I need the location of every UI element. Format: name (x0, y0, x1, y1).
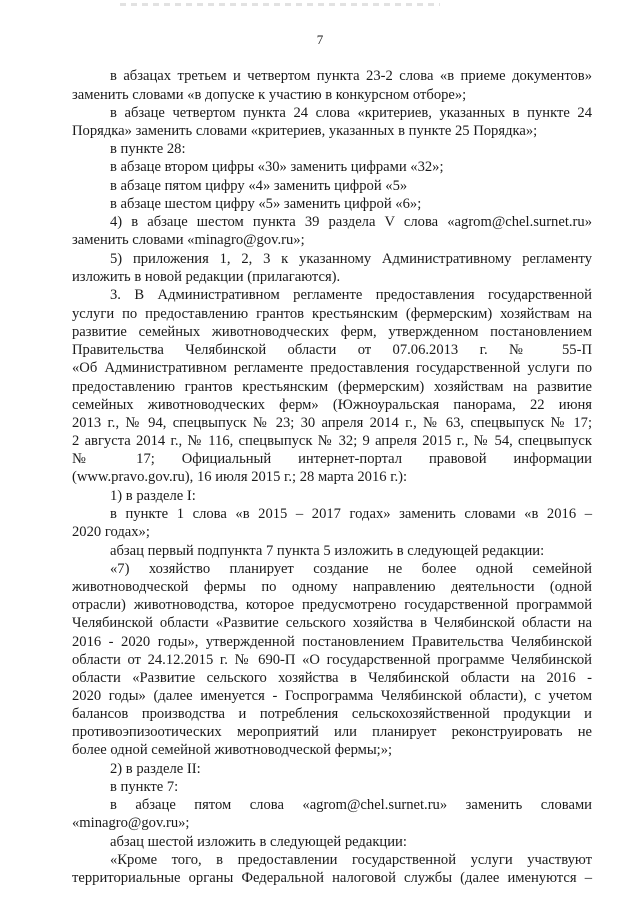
text-line: 2 августа 2014 г., № 116, спецвыпуск № 32; 9 апреля 2015 г., № 54, спецвыпуск (72, 433, 592, 449)
text-line: в абзаце втором цифры «30» заменить цифрами «32»; (110, 159, 444, 175)
text-line: в абзаце четвертом пункта 24 слова «критериев, указанных в пункте 24 (110, 105, 592, 121)
text-line: заменить словами «minagro@gov.ru»; (72, 232, 305, 248)
text-line: в пункте 28: (110, 141, 186, 157)
text-line: семейных животноводческих ферм» (Южноуральская панорама, 22 июня (72, 397, 592, 413)
text-line: заменить словами «в допуске к участию в конкурсном отборе»; (72, 87, 467, 103)
text-line: в абзацах третьем и четвертом пункта 23-2 слова «в приеме документов» (110, 68, 592, 84)
text-line: отрасли) животноводства, которое предусмотрено государственной программой (72, 597, 592, 613)
page-number: 7 (316, 32, 324, 47)
text-line: абзац шестой изложить в следующей редакции: (110, 834, 407, 850)
text-line: в абзаце шестом цифру «5» заменить цифрой «6»; (110, 196, 422, 212)
text-line: Правительства Челябинской области от 07.06.2013 г. № 55-П (72, 342, 592, 358)
text-line: балансов производства и потребления сельскохозяйственной продукции и (72, 706, 592, 722)
text-line: 2) в разделе II: (110, 761, 201, 777)
text-line: 2016 - 2020 годы», утвержденной постановлением Правительства Челябинской (72, 634, 592, 650)
text-line: «Об Административном регламенте предоставления государственной услуги по (72, 360, 592, 376)
text-line: в абзаце пятом слова «agrom@chel.surnet.ru» заменить словами (110, 797, 592, 813)
text-line: в абзаце пятом цифру «4» заменить цифрой «5» (110, 178, 408, 194)
text-line: 5) приложения 1, 2, 3 к указанному Административному регламенту (110, 251, 592, 267)
text-line: изложить в новой редакции (прилагаются). (72, 269, 341, 285)
text-line: территориальные органы Федеральной налоговой службы (далее именуются – (72, 870, 592, 886)
text-line: предоставлению грантов крестьянским (фермерским) хозяйствам на развитие (72, 379, 592, 395)
text-line: животноводческой фермы по одному направлению деятельности (одной (72, 579, 592, 595)
text-line: 2020 годы» (далее именуется - Госпрограмма Челябинской области), с учетом (72, 688, 592, 704)
text-line: Челябинской области «Развитие сельского хозяйства в Челябинской области на (72, 615, 592, 631)
text-line: абзац первый подпункта 7 пункта 5 изложить в следующей редакции: (110, 543, 545, 559)
text-line: в пункте 1 слова «в 2015 – 2017 годах» заменить словами «в 2016 – (110, 506, 592, 522)
text-line: «minagro@gov.ru»; (72, 815, 190, 831)
text-line: «Кроме того, в предоставлении государственной услуги участвуют (110, 852, 592, 868)
text-line: 3. В Административном регламенте предоставления государственной (110, 287, 592, 303)
text-line: развитие семейных животноводческих ферм, утвержденном постановлением (72, 324, 592, 340)
text-line: области «Развитие сельского хозяйства в Челябинской области на 2016 - (72, 670, 592, 686)
text-line: более одной семейной животноводческой фермы;»; (72, 742, 393, 758)
text-line: 2013 г., № 94, спецвыпуск № 23; 30 апреля 2014 г., № 63, спецвыпуск № 17; (72, 415, 592, 431)
text-line: услуги по предоставлению грантов крестьянским (фермерским) хозяйствам на (72, 306, 592, 322)
scan-artifact (120, 3, 440, 6)
text-line: Порядка» заменить словами «критериев, указанных в пункте 25 Порядка»; (72, 123, 538, 139)
text-line: противоэпизоотических мероприятий или планирует реконструировать не (72, 724, 592, 740)
text-line: 2020 годах»; (72, 524, 150, 540)
text-line: «7) хозяйство планирует создание не более одной семейной (110, 561, 592, 577)
text-line: 1) в разделе I: (110, 488, 196, 504)
text-line: области от 24.12.2015 г. № 690-П «О государственной программе Челябинской (72, 652, 592, 668)
text-line: 4) в абзаце шестом пункта 39 раздела V слова «agrom@chel.surnet.ru» (110, 214, 592, 230)
text-line: (www.pravo.gov.ru), 16 июля 2015 г.; 28 марта 2016 г.): (72, 469, 408, 485)
text-line: № 17; Официальный интернет-портал правовой информации (72, 451, 592, 467)
text-line: в пункте 7: (110, 779, 179, 795)
